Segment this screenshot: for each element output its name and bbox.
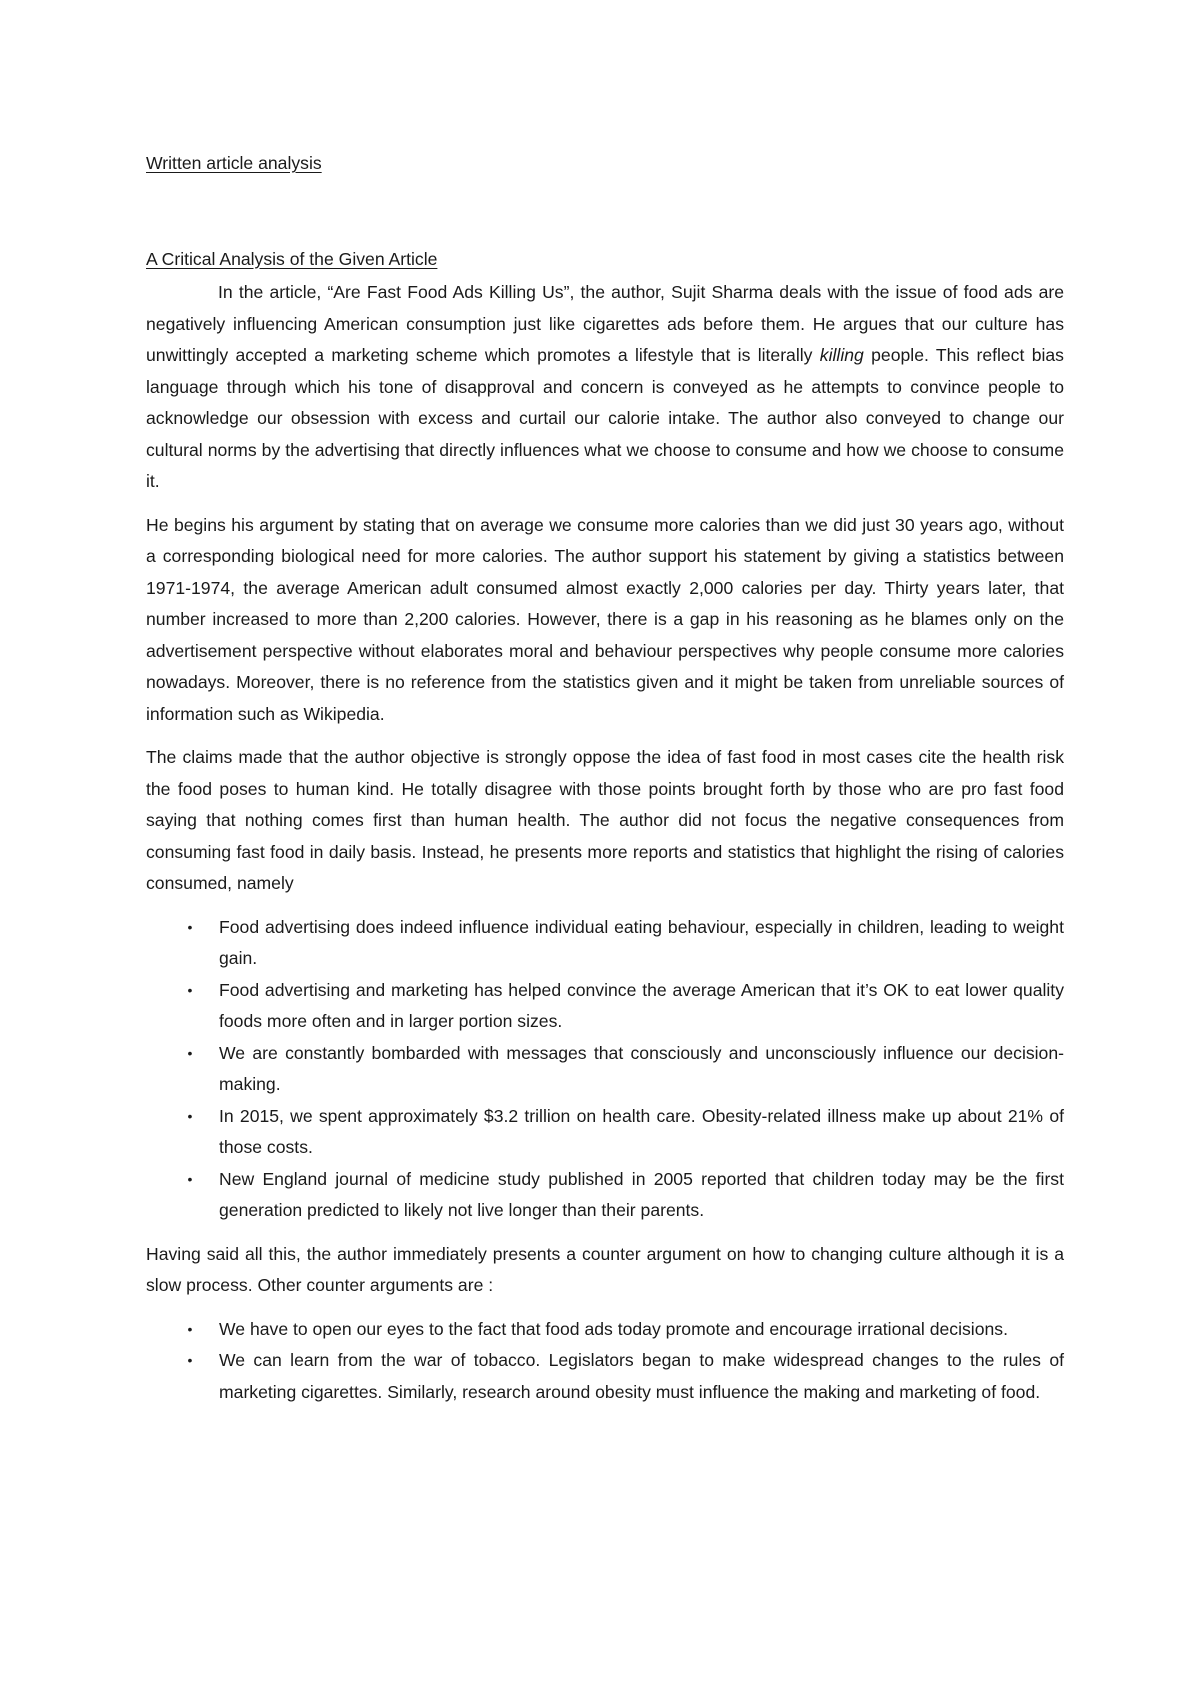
list-item-text: New England journal of medicine study published in 2005 reported that children today may be the first generation predicted to likely not live longer than their parents.: [219, 1168, 1064, 1220]
list-item: [146, 1345, 1064, 1408]
bullet-icon: •: [187, 1044, 193, 1061]
section-title: A Critical Analysis of the Given Article: [146, 248, 438, 269]
list-item: [146, 1314, 1064, 1346]
list-item: [146, 1038, 1064, 1101]
list-item-text: Food advertising does indeed influence individual eating behaviour, especially in children, leading to weight gain.: [219, 916, 1064, 968]
bullet-icon: •: [187, 1320, 193, 1337]
list-item: [146, 975, 1064, 1038]
list-item: [146, 912, 1064, 975]
evidence-list: [146, 912, 1064, 1227]
intro-text-end: people. This reflect bias language through which his tone of disapproval and concern is conveyed as he attempts to convince people to acknowledge our obsession with excess and curtail our calorie intake. The author also conveyed to change our cultural norms by the advertising that directly influences what we choose to consume and how we choose to consume it.: [146, 345, 1064, 491]
list-item-text: We are constantly bombarded with messages that consciously and unconsciously influence our decision-making.: [219, 1042, 1064, 1094]
list-item: [146, 1164, 1064, 1227]
bullet-icon: •: [187, 1170, 193, 1187]
bullet-icon: •: [187, 1352, 193, 1368]
document-body: [146, 148, 1064, 1420]
intro-text-start: In the article, “Are Fast Food Ads Killing Us”, the author, Sujit Sharma deals with the issue of food ads are negatively influencing American consumption just like cigarettes ads before them. He argues that our culture has unwittingly accepted a marketing scheme which promotes a lifestyle that is literally: [146, 282, 1064, 365]
bullet-icon: •: [187, 1107, 193, 1124]
counter-argument-paragraph: Having said all this, the author immediately presents a counter argument on how to changing culture although it is a slow process. Other counter arguments are :: [146, 1243, 1064, 1295]
argument-paragraph: He begins his argument by stating that on average we consume more calories than we did just 30 years ago, without a corresponding biological need for more calories. The author support his statement by giving a statistics between 1971-1974, the average American adult consumed almost exactly 2,000 calories per day. Thirty years later, that number increased to more than 2,200 calories. However, there is a gap in his reasoning as he blames only on the advertisement perspective without elaborates moral and behaviour perspectives why people consume more calories nowadays. Moreover, there is no reference from the statistics given and it might be taken from unreliable sources of information such as Wikipedia.: [146, 514, 1064, 724]
intro-italic-word: killing: [819, 345, 864, 365]
claims-paragraph: The claims made that the author objective is strongly oppose the idea of fast food in most cases cite the health risk the food poses to human kind. He totally disagree with those points brought forth by those who are pro fast food saying that nothing comes first than human health. The author did not focus the negative consequences from consuming fast food in daily basis. Instead, he presents more reports and statistics that highlight the rising of calories consumed, namely: [146, 747, 1064, 893]
list-item-text: In 2015, we spent approximately $3.2 trillion on health care. Obesity-related illness make up about 21% of those costs.: [219, 1105, 1064, 1157]
list-item-text: We can learn from the war of tobacco. Legislators began to make widespread changes to the rules of marketing cigarettes. Similarly, research around obesity must influence the making and marketing of food.: [219, 1350, 1064, 1402]
list-item-text: We have to open our eyes to the fact that food ads today promote and encourage irrational decisions.: [219, 1318, 1008, 1339]
list-item: [146, 1101, 1064, 1164]
intro-paragraph: [146, 277, 1064, 498]
document-title: Written article analysis: [146, 153, 322, 173]
bullet-icon: •: [187, 918, 193, 935]
bullet-icon: •: [187, 981, 193, 998]
counter-argument-list: [146, 1314, 1064, 1409]
list-item-text: Food advertising and marketing has helped convince the average American that it’s OK to eat lower quality foods more often and in larger portion sizes.: [219, 979, 1064, 1031]
